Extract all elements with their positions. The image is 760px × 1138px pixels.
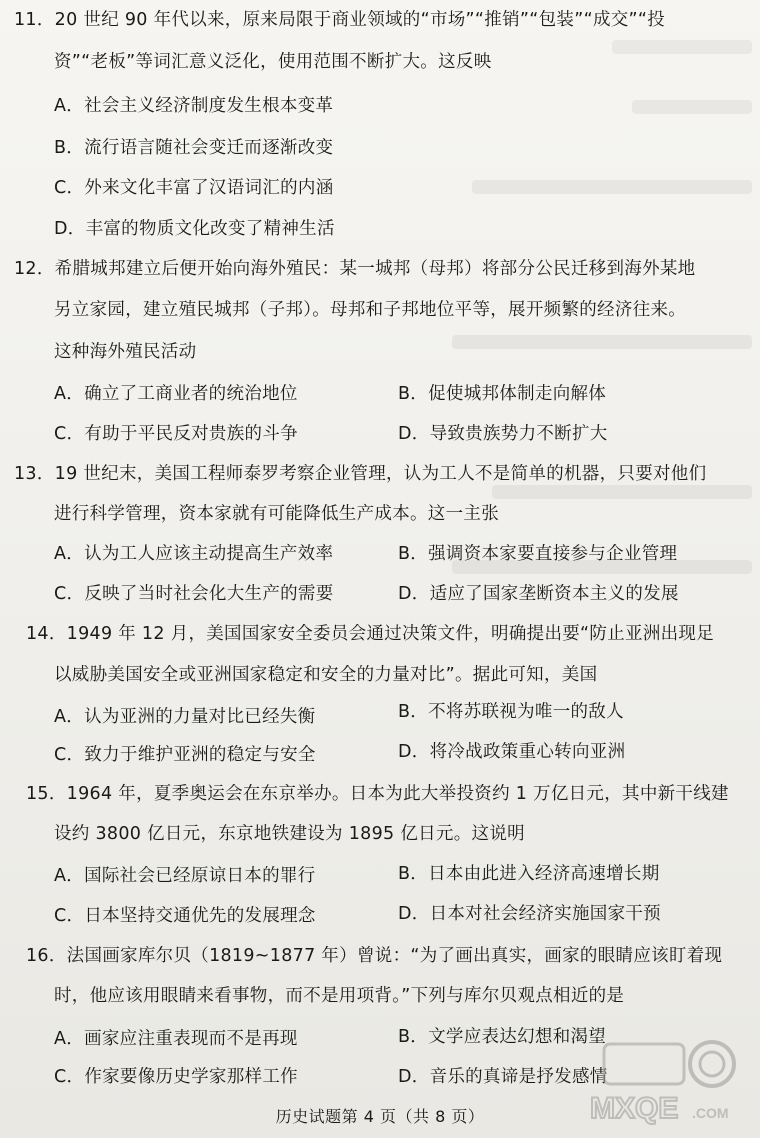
option-b[interactable] bbox=[54, 136, 333, 160]
option-text: 画家应注重表现而不是再现 bbox=[84, 1029, 298, 1049]
option-c[interactable] bbox=[54, 743, 316, 767]
question-text-line: 12．希腊城邦建立后便开始向海外殖民：某一城邦（母邦）将部分公民迁移到海外某地 bbox=[14, 259, 696, 279]
bleed-mark bbox=[452, 335, 752, 349]
question-text-line: 时，他应该用眼睛来看事物，而不是用项背。”下列与库尔贝观点相近的是 bbox=[54, 986, 625, 1006]
option-c[interactable] bbox=[54, 904, 316, 928]
option-letter: D． bbox=[398, 904, 430, 924]
option-text: 认为亚洲的力量对比已经失衡 bbox=[84, 707, 316, 727]
option-c[interactable] bbox=[54, 582, 334, 606]
option-letter: D． bbox=[398, 1067, 430, 1087]
option-d[interactable] bbox=[54, 217, 335, 241]
option-letter: B． bbox=[398, 544, 429, 564]
option-letter: B． bbox=[398, 702, 429, 722]
option-text: 适应了国家垄断资本主义的发展 bbox=[429, 584, 679, 604]
option-letter: A． bbox=[54, 707, 85, 727]
answer-stamp-icon bbox=[584, 1034, 744, 1130]
option-letter: C． bbox=[54, 1067, 85, 1087]
option-text: 导致贵族势力不断扩大 bbox=[429, 424, 608, 444]
option-letter: D． bbox=[398, 424, 430, 444]
option-c[interactable] bbox=[54, 1065, 298, 1089]
svg-text:MXQE: MXQE bbox=[590, 1092, 679, 1125]
option-letter: C． bbox=[54, 178, 85, 198]
option-b[interactable] bbox=[398, 542, 677, 566]
option-letter: C． bbox=[54, 906, 85, 926]
option-text: 音乐的真谛是抒发感情 bbox=[429, 1067, 608, 1087]
option-d[interactable] bbox=[398, 902, 661, 926]
question-text-line: 15．1964 年，夏季奥运会在东京举办。日本为此大举投资约 1 万亿日元，其中新干线建 bbox=[26, 784, 729, 804]
option-text: 有助于平民反对贵族的斗争 bbox=[84, 424, 298, 444]
option-letter: C． bbox=[54, 584, 85, 604]
option-a[interactable] bbox=[54, 94, 333, 118]
bleed-mark bbox=[492, 485, 752, 499]
option-letter: D． bbox=[398, 742, 430, 762]
option-text: 认为工人应该主动提高生产效率 bbox=[84, 544, 334, 564]
option-b[interactable] bbox=[398, 1025, 606, 1049]
option-b[interactable] bbox=[398, 862, 660, 886]
option-letter: A． bbox=[54, 1029, 85, 1049]
question-text-line: 13．19 世纪末，美国工程师泰罗考察企业管理，认为工人不是简单的机器，只要对他们 bbox=[14, 464, 707, 484]
option-text: 致力于维护亚洲的稳定与安全 bbox=[84, 745, 316, 765]
option-text: 将冷战政策重心转向亚洲 bbox=[429, 742, 626, 762]
bleed-mark bbox=[632, 100, 752, 114]
question-text-line: 14．1949 年 12 月，美国国家安全委员会通过决策文件，明确提出要“防止亚洲出现足 bbox=[26, 624, 715, 644]
option-letter: B． bbox=[398, 1027, 429, 1047]
option-letter: B． bbox=[54, 138, 85, 158]
option-a[interactable] bbox=[54, 542, 333, 566]
page-footer: 历史试题第 4 页（共 8 页） bbox=[275, 1107, 485, 1126]
option-letter: C． bbox=[54, 424, 85, 444]
option-text: 流行语言随社会变迁而逐渐改变 bbox=[84, 138, 334, 158]
option-a[interactable] bbox=[54, 705, 315, 729]
option-d[interactable] bbox=[398, 1065, 608, 1089]
question-text-line: 进行科学管理，资本家就有可能降低生产成本。这一主张 bbox=[54, 504, 499, 524]
question-text-line: 这种海外殖民活动 bbox=[54, 342, 197, 362]
option-text: 强调资本家要直接参与企业管理 bbox=[428, 544, 678, 564]
option-b[interactable] bbox=[398, 700, 624, 724]
question-text-line: 另立家园，建立殖民城邦（子邦）。母邦和子邦地位平等，展开频繁的经济往来。 bbox=[54, 300, 687, 320]
option-letter: D． bbox=[54, 219, 86, 239]
option-text: 作家要像历史学家那样工作 bbox=[84, 1067, 298, 1087]
option-letter: D． bbox=[398, 584, 430, 604]
option-d[interactable] bbox=[398, 422, 608, 446]
option-letter: C． bbox=[54, 745, 85, 765]
option-text: 反映了当时社会化大生产的需要 bbox=[84, 584, 334, 604]
option-a[interactable] bbox=[54, 864, 315, 888]
option-text: 日本对社会经济实施国家干预 bbox=[429, 904, 661, 924]
bleed-mark bbox=[472, 180, 752, 194]
option-letter: A． bbox=[54, 384, 85, 404]
question-text-line: 11．20 世纪 90 年代以来，原来局限于商业领域的“市场”“推销”“包装”“成交”“投 bbox=[14, 10, 666, 30]
option-d[interactable] bbox=[398, 582, 679, 606]
option-text: 文学应表达幻想和渴望 bbox=[428, 1027, 607, 1047]
option-text: 不将苏联视为唯一的敌人 bbox=[428, 702, 624, 722]
option-text: 丰富的物质文化改变了精神生活 bbox=[85, 219, 335, 239]
question-text-line: 以威胁美国安全或亚洲国家稳定和安全的力量对比”。据此可知，美国 bbox=[54, 665, 598, 685]
option-letter: A． bbox=[54, 544, 85, 564]
option-letter: A． bbox=[54, 96, 85, 116]
option-c[interactable] bbox=[54, 176, 334, 200]
option-a[interactable] bbox=[54, 1027, 298, 1051]
svg-text:.COM: .COM bbox=[692, 1105, 729, 1121]
option-d[interactable] bbox=[398, 740, 625, 764]
option-text: 国际社会已经原谅日本的罪行 bbox=[84, 866, 316, 886]
bleed-mark bbox=[612, 40, 752, 54]
option-letter: B． bbox=[398, 864, 429, 884]
option-text: 外来文化丰富了汉语词汇的内涵 bbox=[84, 178, 334, 198]
option-text: 促使城邦体制走向解体 bbox=[428, 384, 607, 404]
option-a[interactable] bbox=[54, 382, 298, 406]
option-letter: B． bbox=[398, 384, 429, 404]
option-text: 确立了工商业者的统治地位 bbox=[84, 384, 298, 404]
question-text-line: 设约 3800 亿日元，东京地铁建设为 1895 亿日元。这说明 bbox=[54, 824, 525, 844]
option-letter: A． bbox=[54, 866, 85, 886]
option-c[interactable] bbox=[54, 422, 298, 446]
question-text-line: 资”“老板”等词汇意义泛化，使用范围不断扩大。这反映 bbox=[54, 52, 492, 72]
option-b[interactable] bbox=[398, 382, 606, 406]
option-text: 社会主义经济制度发生根本变革 bbox=[84, 96, 334, 116]
question-text-line: 16．法国画家库尔贝（1819~1877 年）曾说：“为了画出真实，画家的眼睛应该盯着现 bbox=[26, 946, 723, 966]
option-text: 日本由此进入经济高速增长期 bbox=[428, 864, 660, 884]
option-text: 日本坚持交通优先的发展理念 bbox=[84, 906, 316, 926]
